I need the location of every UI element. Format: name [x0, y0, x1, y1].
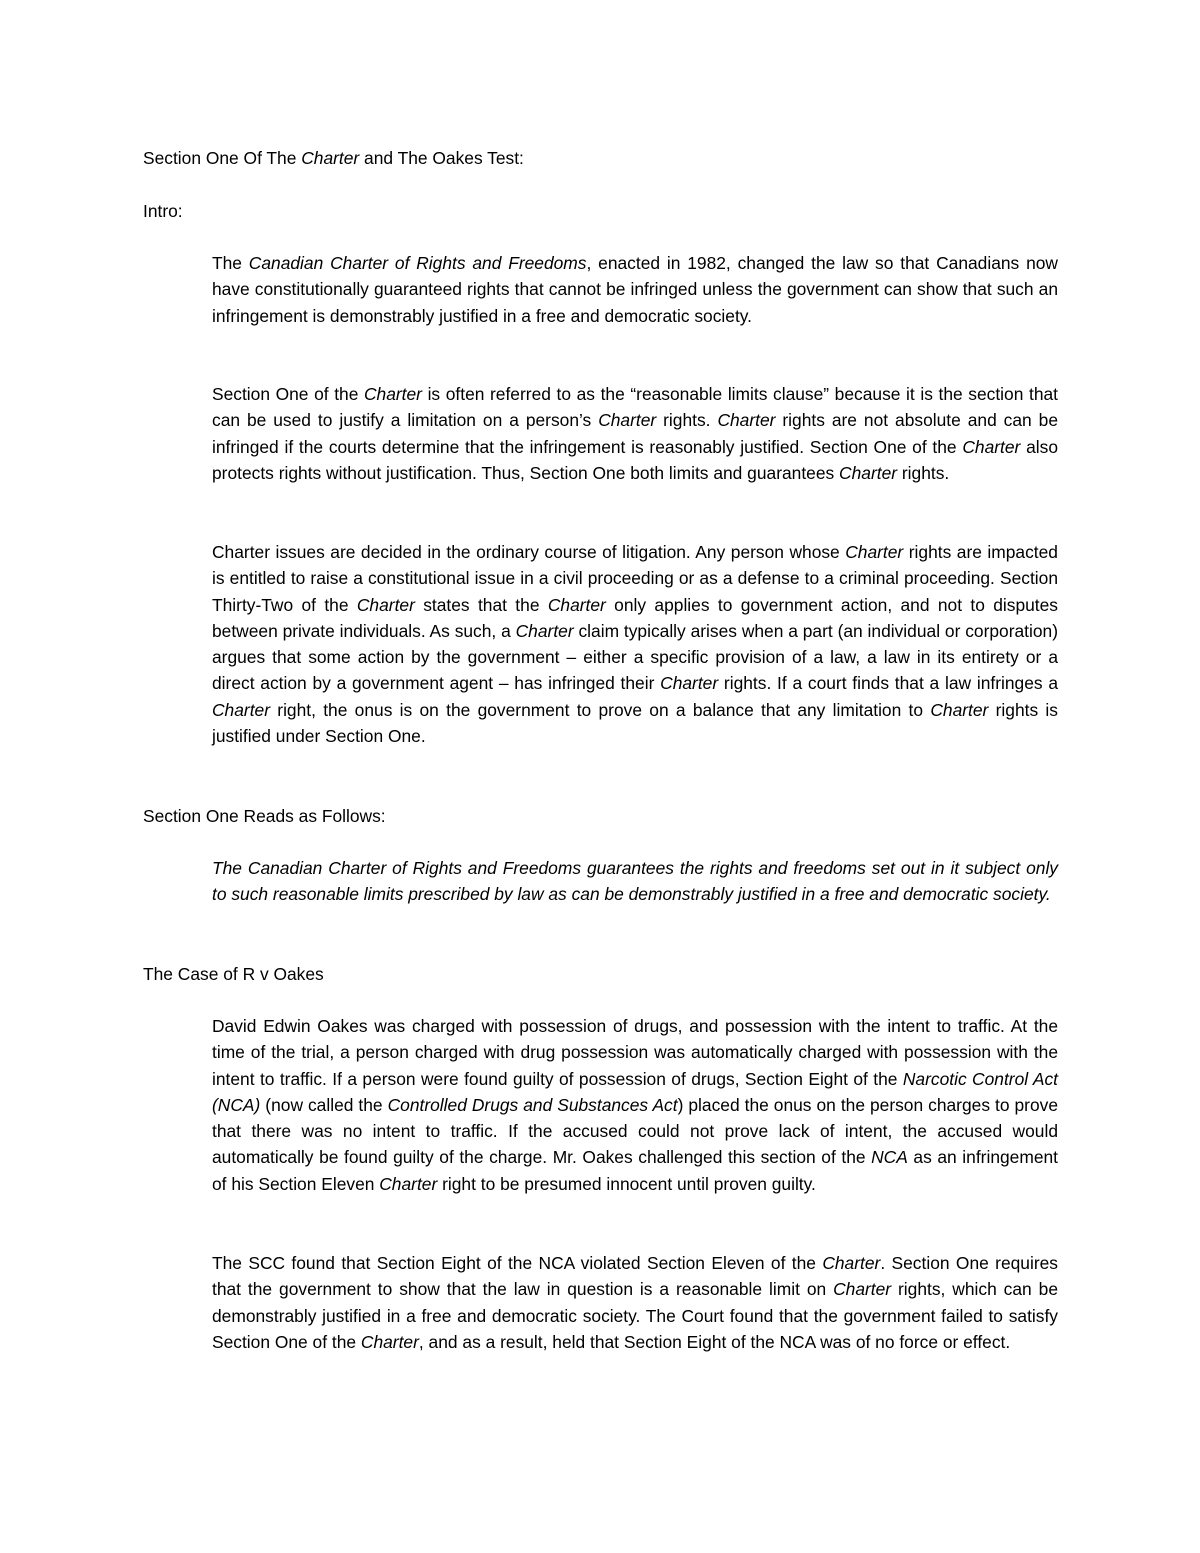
case-paragraph-2: The SCC found that Section Eight of the NCA violated Section Eleven of the Charter. Section One requires that the government to show that the law in question is a reasonable limit on Charter rights, which can be demonstrably justified in a free and democratic society. The Court found that the government failed to satisfy Section One of the Charter, and as a result, held that Section Eight of the NCA was of no force or effect. [212, 1253, 1058, 1352]
section-one-quote: The Canadian Charter of Rights and Freedoms guarantees the rights and freedoms set out in it subject only to such reasonable limits prescribed by law as can be demonstrably justified in a free and democratic society. [212, 858, 1058, 905]
intro-paragraph-3: Charter issues are decided in the ordinary course of litigation. Any person whose Charter rights are impacted is entitled to raise a constitutional issue in a civil proceeding or as a defense to a criminal proceeding. Section Thirty-Two of the Charter states that the Charter only applies to government action, and not to disputes between private individuals. As such, a Charter claim typically arises when a part (an individual or corporation) argues that some action by the government – either a specific provision of a law, a law in its entirety or a direct action by a government agent – has infringed their Charter rights. If a court finds that a law infringes a Charter right, the onus is on the government to prove on a balance that any limitation to Charter rights is justified under Section One. [212, 542, 1058, 747]
case-heading: The Case of R v Oakes [143, 964, 324, 984]
intro-paragraph-2: Section One of the Charter is often referred to as the “reasonable limits clause” because it is the section that can be used to justify a limitation on a person’s Charter rights. Charter rights are not absolute and can be infringed if the courts determine that the infringement is reasonably justified. Section One of the Charter also protects rights without justification. Thus, Section One both limits and guarantees Charter rights. [212, 384, 1059, 483]
intro-paragraph-1: The Canadian Charter of Rights and Freedoms, enacted in 1982, changed the law so that Canadians now have constitutionally guaranteed rights that cannot be infringed unless the government can show that such an infringement is demonstrably justified in a free and democratic society. [212, 253, 1058, 326]
document-title: Section One Of The Charter and The Oakes Test: [143, 148, 524, 168]
intro-heading: Intro: [143, 201, 183, 221]
case-paragraph-1: David Edwin Oakes was charged with possession of drugs, and possession with the intent to traffic. At the time of the trial, a person charged with drug possession was automatically charged with possession with the intent to traffic. If a person were found guilty of possession of drugs, Section Eight of the Narcotic Control Act (NCA) (now called the Controlled Drugs and Substances Act) placed the onus on the person charges to prove that there was no intent to traffic. If the accused could not prove lack of intent, the accused would automatically be found guilty of the charge. Mr. Oakes challenged this section of the NCA as an infringement of his Section Eleven Charter right to be presumed innocent until proven guilty. [212, 1016, 1059, 1194]
section-one-heading: Section One Reads as Follows: [143, 806, 386, 826]
